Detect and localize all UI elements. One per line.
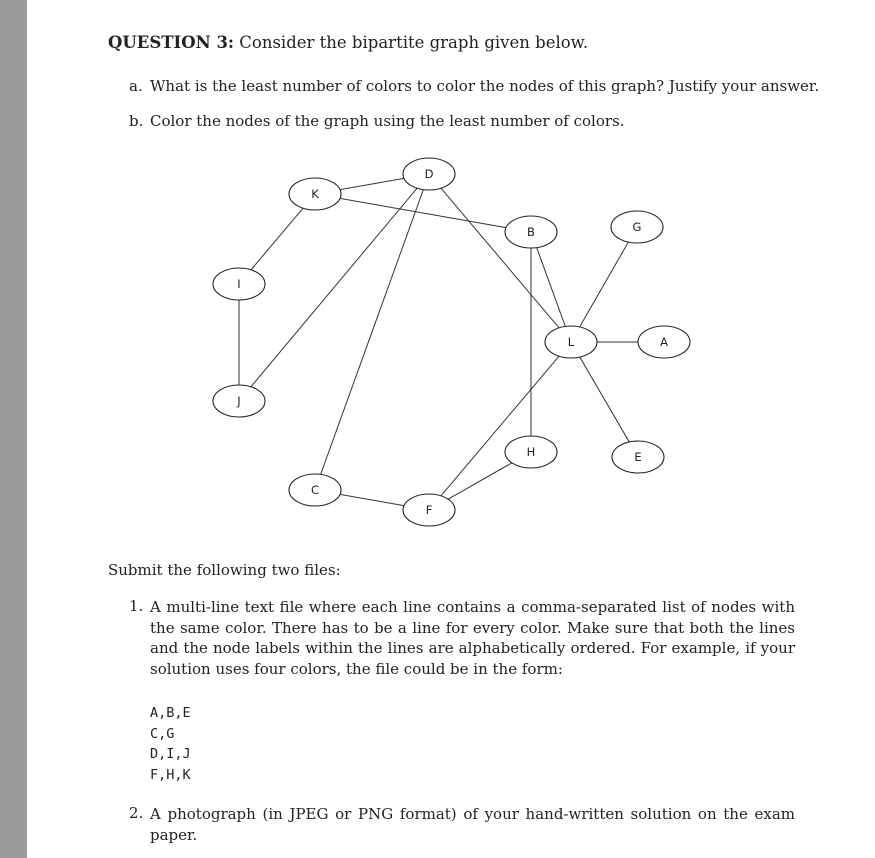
example-line: F,H,K [150, 766, 191, 783]
edge-k-i [251, 208, 303, 270]
edge-b-l [537, 248, 566, 327]
node-i [213, 268, 265, 300]
edge-g-l [580, 242, 629, 327]
node-label: C [310, 483, 320, 497]
submission-item-2-text: A photograph (in JPEG or PNG format) of your hand-written solution on the exam paper. [150, 805, 795, 844]
node-d [403, 158, 455, 190]
node-a [638, 326, 690, 358]
node-label: B [527, 225, 535, 239]
node-h [505, 436, 557, 468]
submission-intro: Submit the following two files: [108, 561, 341, 579]
node-c [289, 474, 341, 506]
part-b-text: Color the nodes of the graph using the least number of colors. [150, 112, 625, 130]
submission-item-1-number: 1. [129, 597, 144, 615]
node-e [612, 441, 664, 473]
node-label: D [424, 167, 434, 181]
part-a-marker: a. [129, 77, 143, 95]
edge-d-l [441, 188, 559, 328]
node-l [545, 326, 597, 358]
node-k [289, 178, 341, 210]
edge-l-f [441, 356, 559, 496]
submission-item-1-text: A multi-line text file where each line contains a comma-separated list of nodes with the same color. There has to be a line for every color. Make sure that both the lines and the node labels within the lines are alphabetically ordered. For example, if your solution uses four colors, the file could be in the form: [150, 598, 795, 678]
example-file-content [150, 703, 191, 785]
edge-h-f [448, 463, 512, 499]
edge-d-c [321, 190, 424, 475]
example-line: C,G [150, 725, 175, 742]
node-j [213, 385, 265, 417]
question-label: QUESTION 3: [108, 33, 235, 52]
submission-item-2-number: 2. [129, 804, 144, 822]
part-b-marker: b. [129, 112, 144, 130]
example-line: A,B,E [150, 705, 191, 721]
node-g [611, 211, 663, 243]
node-label: L [567, 335, 575, 349]
example-line: D,I,J [150, 746, 191, 762]
question-text: Consider the bipartite graph given below. [239, 33, 589, 52]
node-label: I [237, 277, 241, 291]
node-label: E [634, 450, 642, 464]
edge-k-d [340, 178, 404, 189]
edge-d-j [251, 188, 417, 387]
node-label: J [237, 394, 241, 408]
node-label: A [660, 335, 668, 349]
node-b [505, 216, 557, 248]
node-label: H [526, 445, 536, 459]
node-f [403, 494, 455, 526]
node-label: K [311, 187, 319, 201]
edge-k-b [340, 198, 506, 227]
part-a-text: What is the least number of colors to color the nodes of this graph? Justify your answer. [150, 77, 820, 95]
node-label: F [425, 503, 433, 517]
node-label: G [632, 220, 642, 234]
edge-c-f [340, 494, 404, 505]
edge-l-e [580, 357, 629, 442]
